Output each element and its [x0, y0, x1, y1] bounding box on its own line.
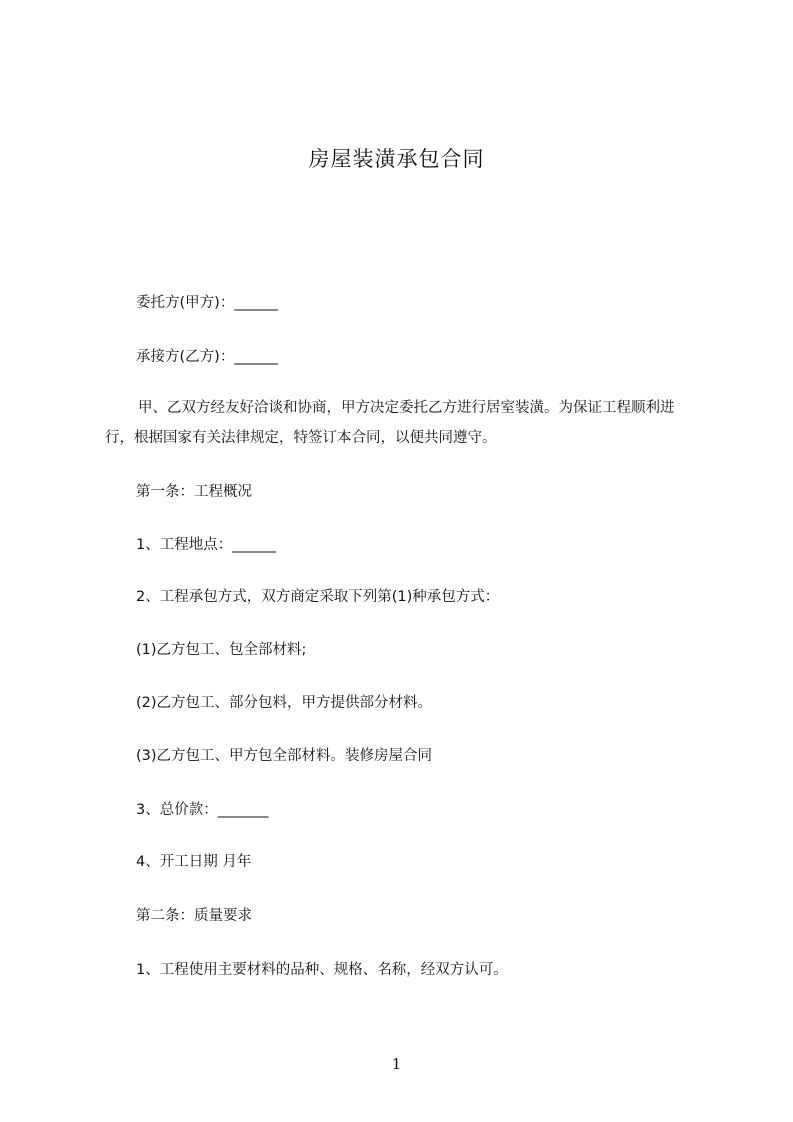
article-2-heading: 第二条：质量要求	[136, 908, 252, 924]
party-b-line: 承接方(乙方)：______	[136, 349, 278, 365]
party-a-line: 委托方(甲方)：______	[136, 295, 278, 311]
page-number: 1	[391, 1055, 402, 1073]
item-1-site: 1、工程地点：______	[136, 537, 276, 553]
option-1: (1)乙方包工、包全部材料;	[136, 642, 307, 658]
item-2-contract-method: 2、工程承包方式，双方商定采取下列第(1)种承包方式：	[136, 589, 500, 605]
document-title: 房屋装潢承包合同	[308, 147, 485, 171]
intro-paragraph: 甲、乙双方经友好洽谈和协商，甲方决定委托乙方进行居室装潢。为保证工程顺利进行，根据国家有关法律规定，特签订本合同，以便共同遵守。	[105, 400, 675, 446]
option-2: (2)乙方包工、部分包料，甲方提供部分材料。	[136, 695, 433, 711]
item-3-total-price: 3、总价款：_______	[136, 802, 269, 818]
article-1-heading: 第一条：工程概况	[136, 484, 252, 500]
item-4-start-date: 4、开工日期 月年	[136, 854, 252, 870]
option-3: (3)乙方包工、甲方包全部材料。装修房屋合同	[136, 748, 433, 764]
article-2-item-1: 1、工程使用主要材料的品种、规格、名称，经双方认可。	[136, 962, 508, 978]
